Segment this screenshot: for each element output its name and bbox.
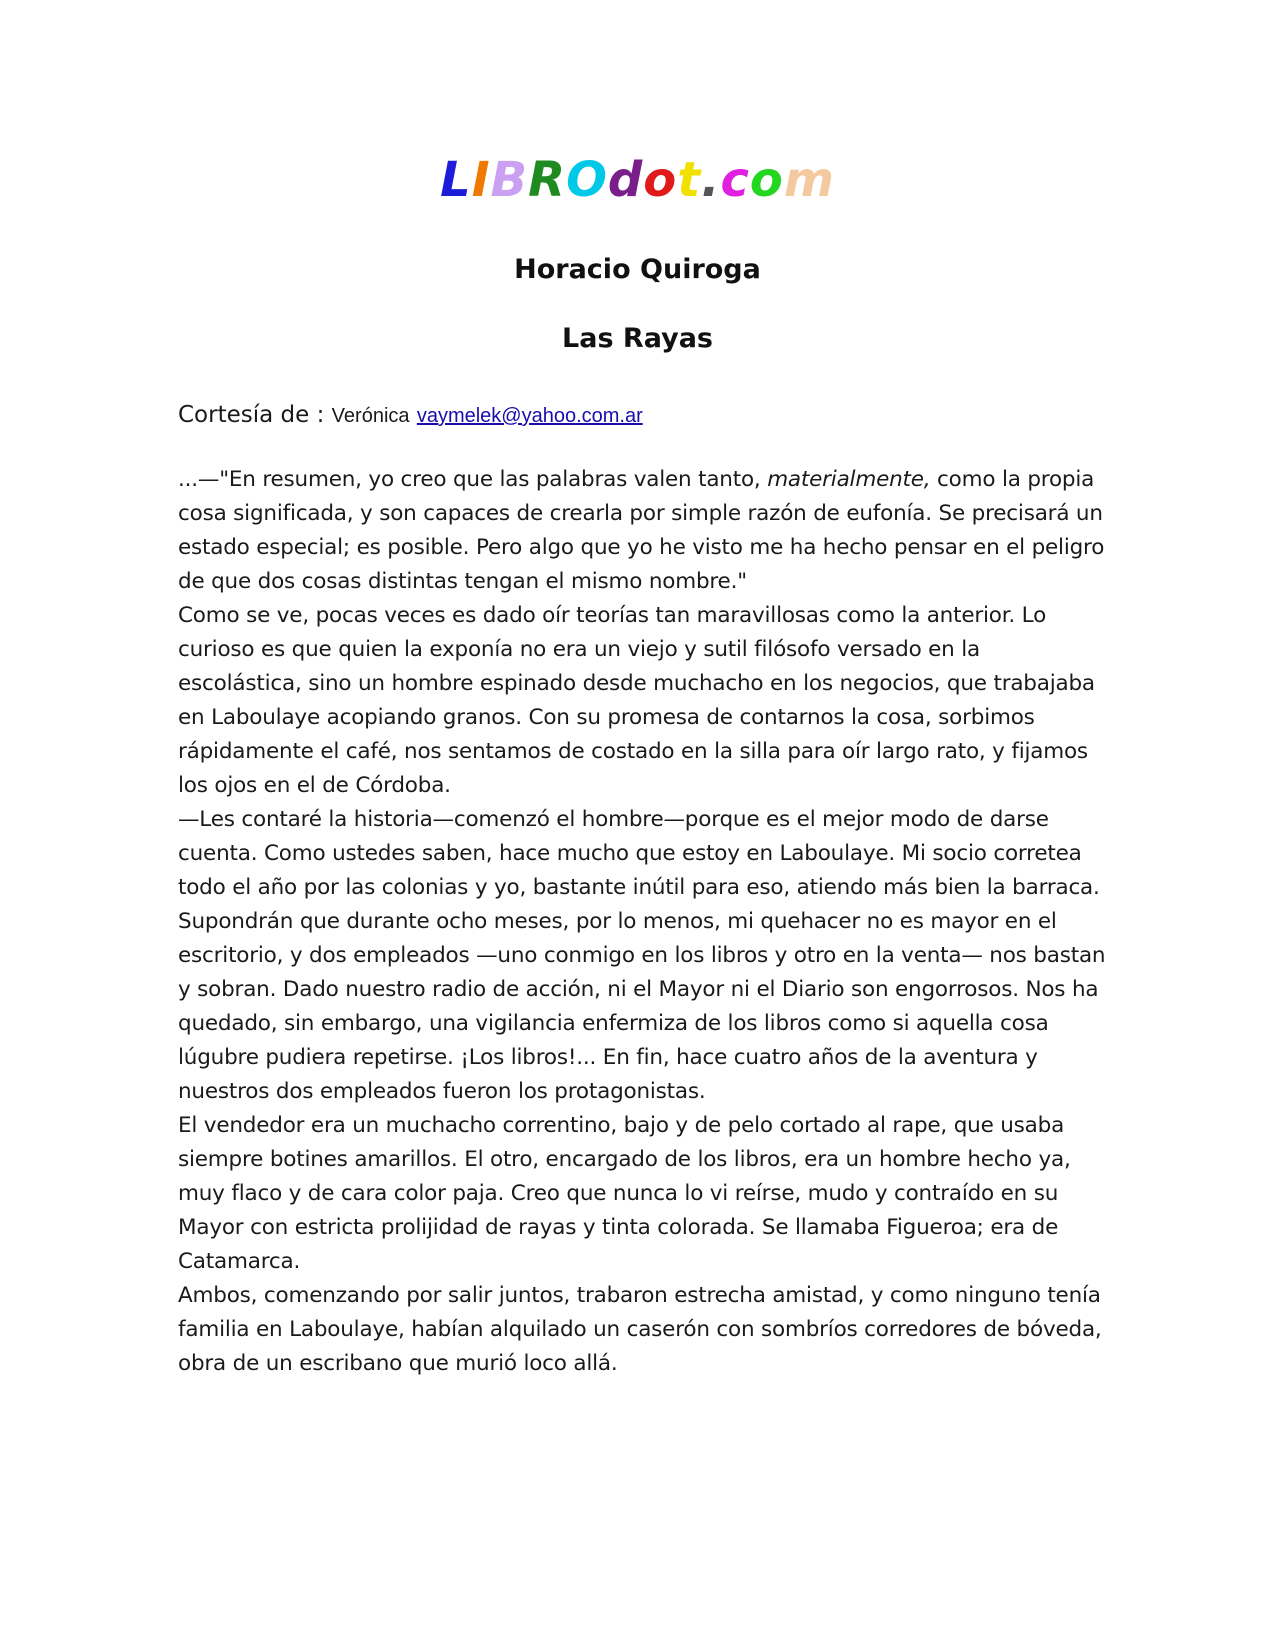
paragraph-1-end: como la propia cosa significada, y son capaces de crearla por simple razón de eufonía. Se precisará un estado especial; es posible. Pero algo que yo he visto me ha hecho pensar en el peligro de que dos cosas distintas tengan el mismo nombre.": [178, 467, 1105, 594]
courtesy-line: [178, 400, 643, 431]
logo-letter: B: [490, 152, 529, 208]
logo-letter: .: [701, 152, 721, 208]
courtesy-email-link[interactable]: vaymelek@yahoo.com.ar: [416, 405, 643, 427]
logo-letter: c: [720, 152, 750, 208]
logo-letter: o: [643, 152, 678, 208]
paragraph-1: [178, 463, 1108, 599]
logo-letter: L: [440, 152, 472, 208]
logo-letter: I: [471, 152, 491, 208]
paragraph-3: —Les contaré la historia—comenzó el hombre—porque es el mejor modo de darse cuenta. Como ustedes saben, hace mucho que estoy en Laboulaye. Mi socio corretea todo el año por las colonias y yo, bastante inútil para eso, atiendo más bien la barraca. Supondrán que durante ocho meses, por lo menos, mi quehacer no es mayor en el escritorio, y dos empleados —uno conmigo en los libros y otro en la venta— nos bastan y sobran. Dado nuestro radio de acción, ni el Mayor ni el Diario son engorrosos. Nos ha quedado, sin embargo, una vigilancia enfermiza de los libros como si aquella cosa lúgubre pudiera repetirse. ¡Los libros!... En fin, hace cuatro años de la aventura y nuestros dos empleados fueron los protagonistas.: [178, 807, 1106, 1104]
logo-letter: o: [749, 152, 784, 208]
paragraph-1-start: ...—"En resumen, yo creo que las palabras valen tanto,: [178, 467, 768, 492]
work-title: Las Rayas: [562, 323, 713, 354]
paragraph-1-italic: materialmente,: [767, 467, 931, 492]
paragraph-2: Como se ve, pocas veces es dado oír teorías tan maravillosas como la anterior. Lo curioso es que quien la exponía no era un viejo y sutil filósofo versado en la escolástica, sino un hombre espinado desde muchacho en los negocios, que trabajaba en Laboulaye acopiando granos. Con su promesa de contarnos la cosa, sorbimos rápidamente el café, nos sentamos de costado en la silla para oír largo rato, y fijamos los ojos en el de Córdoba.: [178, 603, 1095, 798]
story-text: [178, 463, 1108, 1381]
paragraph-4: El vendedor era un muchacho correntino, bajo y de pelo cortado al rape, que usaba siempre botines amarillos. El otro, encargado de los libros, era un hombre hecho ya, muy flaco y de cara color paja. Creo que nunca lo vi reírse, mudo y contraído en su Mayor con estricta prolijidad de rayas y tinta colorada. Se llamaba Figueroa; era de Catamarca.: [178, 1113, 1071, 1274]
logo-letter: m: [783, 152, 835, 208]
courtesy-name: Verónica: [331, 405, 410, 427]
logo-letter: R: [528, 152, 567, 208]
logo-letter: d: [607, 152, 644, 208]
site-logo: [0, 152, 1275, 208]
author-name: Horacio Quiroga: [514, 254, 761, 285]
logo-letter: O: [566, 152, 608, 208]
paragraph-5: Ambos, comenzando por salir juntos, trabaron estrecha amistad, y como ninguno tenía familia en Laboulaye, habían alquilado un caserón con sombríos corredores de bóveda, obra de un escribano que murió loco allá.: [178, 1283, 1102, 1376]
courtesy-label: Cortesía de :: [178, 402, 325, 428]
logo-letter: t: [677, 152, 702, 208]
